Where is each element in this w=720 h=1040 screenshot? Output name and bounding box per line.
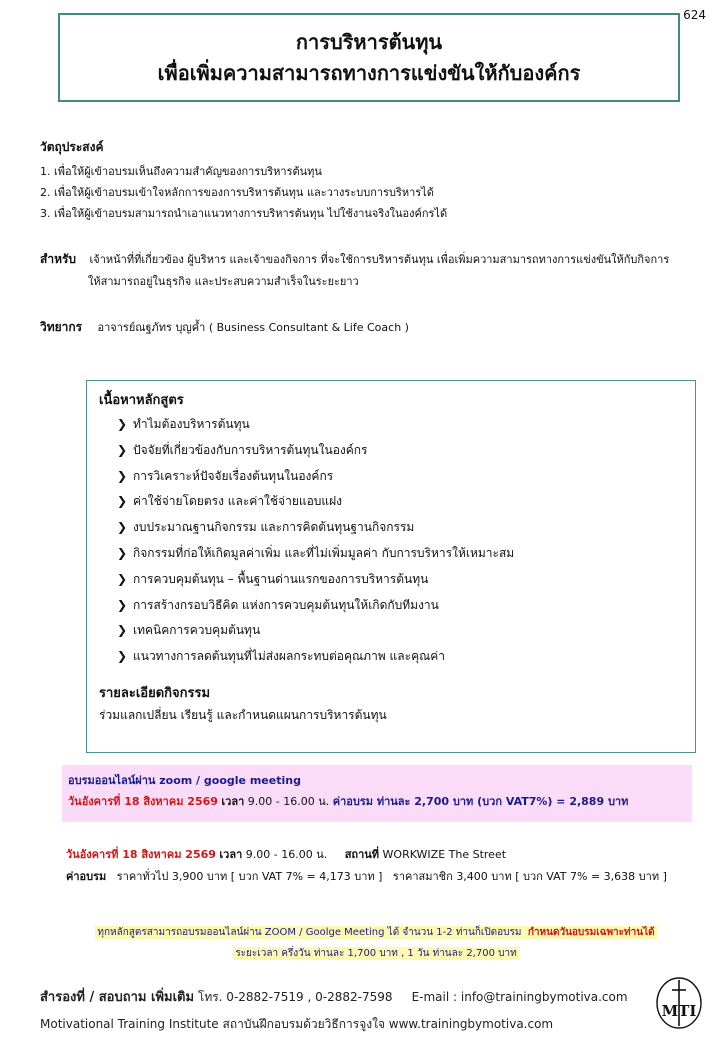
- speaker-section: [40, 316, 409, 339]
- chevron-right-icon: ❯: [117, 545, 128, 560]
- promo-pricing: ระยะเวลา ครึ่งวัน ท่านละ 1,700 บาท , 1 วัน ท่านละ 2,700 บาท: [235, 948, 517, 959]
- list-item: ❯ งบประมาณฐานกิจกรรม และการคิดต้นทุนฐานกิจกรรม: [117, 515, 695, 541]
- list-item: ❯ การวิเคราะห์ปัจจัยเรื่องต้นทุนในองค์กร: [117, 464, 695, 490]
- list-item: ❯ การสร้างกรอบวิธีคิด แห่งการควบคุมต้นทุนให้เกิดกับทีมงาน: [117, 593, 695, 619]
- objective-item: 1. เพื่อให้ผู้เข้าอบรมเห็นถึงความสำคัญของการบริหารต้นทุน: [40, 165, 322, 178]
- online-time-label: เวลา: [221, 795, 245, 808]
- footer: [40, 984, 700, 1037]
- onsite-fees: [66, 866, 706, 888]
- activity-text: ร่วมแลกเปลี่ยน เรียนรู้ และกำหนดแผนการบริหารต้นทุน: [99, 707, 387, 722]
- onsite-date: วันอังคารที่ 18 สิงหาคม 2569: [66, 848, 216, 861]
- page-number: 624: [683, 8, 706, 22]
- promo-text: ทุกหลักสูตรสามารถอบรมออนไลน์ผ่าน ZOOM / Goolge Meeting ได้ จำนวน 1-2 ท่านก็เปิดอบรม: [97, 927, 522, 938]
- list-item: ❯ กิจกรรมที่ก่อให้เกิดมูลค่าเพิ่ม และที่ไม่เพิ่มมูลค่า กับการบริหารให้เหมาะสม: [117, 541, 695, 567]
- topic-list: [117, 412, 695, 670]
- audience-section: [40, 248, 700, 293]
- speaker-name: อาจารย์ณฐภัทร บุญค้ำ ( Business Consultant & Life Coach ): [97, 321, 409, 334]
- venue-label: สถานที่: [344, 848, 380, 861]
- content-heading: เนื้อหาหลักสูตร: [99, 393, 184, 408]
- online-date: วันอังคารที่ 18 สิงหาคม 2569: [68, 795, 218, 808]
- chevron-right-icon: ❯: [117, 597, 128, 612]
- contact-phone: โทร. 0-2882-7519 , 0-2882-7598: [197, 990, 393, 1004]
- list-item: ❯ เทคนิคการควบคุมต้นทุน: [117, 618, 695, 644]
- online-fee: ค่าอบรม ท่านละ 2,700 บาท (บวก VAT7%) = 2,889 บาท: [332, 795, 629, 808]
- audience-text-continued: ให้สามารถอยู่ในธุรกิจ และประสบความสำเร็จในระยะยาว: [88, 275, 359, 288]
- objective-item: 3. เพื่อให้ผู้เข้าอบรมสามารถนำเอาแนวทางการบริหารต้นทุน ไปใช้งานจริงในองค์กรได้: [40, 207, 448, 220]
- logo-text: MTI: [661, 1002, 697, 1020]
- activity-heading: รายละเอียดกิจกรรม: [99, 685, 211, 701]
- course-title: การบริหารต้นทุน: [295, 30, 443, 54]
- online-title: อบรมออนไลน์ผ่าน zoom / google meeting: [68, 774, 301, 787]
- contact-label: สำรองที่ / สอบถาม เพิ่มเติม: [40, 990, 195, 1005]
- online-training-box: [62, 765, 692, 822]
- title-box: [58, 13, 680, 102]
- objective-item: 2. เพื่อให้ผู้เข้าอบรมเข้าใจหลักการของการบริหารต้นทุน และวางระบบการบริหารได้: [40, 186, 434, 199]
- chevron-right-icon: ❯: [117, 520, 128, 535]
- mti-logo: [654, 976, 704, 1030]
- fee-label: ค่าอบรม: [66, 870, 107, 883]
- general-price-label: ราคาทั่วไป: [116, 870, 169, 883]
- chevron-right-icon: ❯: [117, 623, 128, 638]
- objectives-heading: วัตถุประสงค์: [40, 140, 104, 154]
- chevron-right-icon: ❯: [117, 468, 128, 483]
- audience-label: สำหรับ: [40, 252, 77, 266]
- chevron-right-icon: ❯: [117, 417, 128, 431]
- general-price: 3,900 บาท [ บวก VAT 7% = 4,173 บาท ]: [171, 870, 383, 883]
- promo-highlight: กำหนดวันอบรมเฉพาะท่านได้: [527, 927, 655, 938]
- onsite-training: [66, 844, 706, 888]
- onsite-schedule: [66, 844, 706, 866]
- organization-line: Motivational Training Institute สถาบันฝึกอบรมด้วยวิธีการจูงใจ www.trainingbymotiva.com: [40, 1017, 554, 1031]
- mti-logo-icon: [654, 976, 704, 1030]
- list-item: ❯ การควบคุมต้นทุน – พื้นฐานด่านแรกของการบริหารต้นทุน: [117, 567, 695, 593]
- list-item: ❯ ทำไมต้องบริหารต้นทุน: [117, 412, 695, 438]
- objectives-section: [40, 138, 700, 224]
- venue: WORKWIZE The Street: [382, 848, 507, 861]
- course-content-box: [86, 380, 696, 753]
- chevron-right-icon: ❯: [117, 494, 128, 509]
- onsite-time: 9.00 - 16.00 น.: [245, 848, 328, 861]
- member-price-label: ราคาสมาชิก: [392, 870, 453, 883]
- chevron-right-icon: ❯: [117, 649, 128, 664]
- onsite-time-label: เวลา: [219, 848, 243, 861]
- list-item: ❯ แนวทางการลดต้นทุนที่ไม่ส่งผลกระทบต่อคุณภาพ และคุณค่า: [117, 644, 695, 670]
- chevron-right-icon: ❯: [117, 571, 128, 586]
- contact-email[interactable]: E-mail : info@trainingbymotiva.com: [411, 990, 628, 1004]
- speaker-label: วิทยากร: [40, 320, 83, 334]
- course-subtitle: เพื่อเพิ่มความสามารถทางการแข่งขันให้กับองค์กร: [157, 61, 581, 85]
- online-time: 9.00 - 16.00 น.: [247, 795, 330, 808]
- chevron-right-icon: ❯: [117, 442, 128, 457]
- member-price: 3,400 บาท [ บวก VAT 7% = 3,638 บาท ]: [456, 870, 667, 883]
- online-schedule: [68, 791, 692, 813]
- list-item: ❯ ค่าใช้จ่ายโดยตรง และค่าใช้จ่ายแอบแฝง: [117, 489, 695, 515]
- promo-note: [58, 922, 694, 964]
- audience-text: เจ้าหน้าที่ที่เกี่ยวข้อง ผู้บริหาร และเจ้าของกิจการ ที่จะใช้การบริหารต้นทุน เพื่อเพิ่มความสามารถทางการแข่งขันให้กับกิจการ: [89, 253, 670, 266]
- list-item: ❯ ปัจจัยที่เกี่ยวข้องกับการบริหารต้นทุนในองค์กร: [117, 438, 695, 464]
